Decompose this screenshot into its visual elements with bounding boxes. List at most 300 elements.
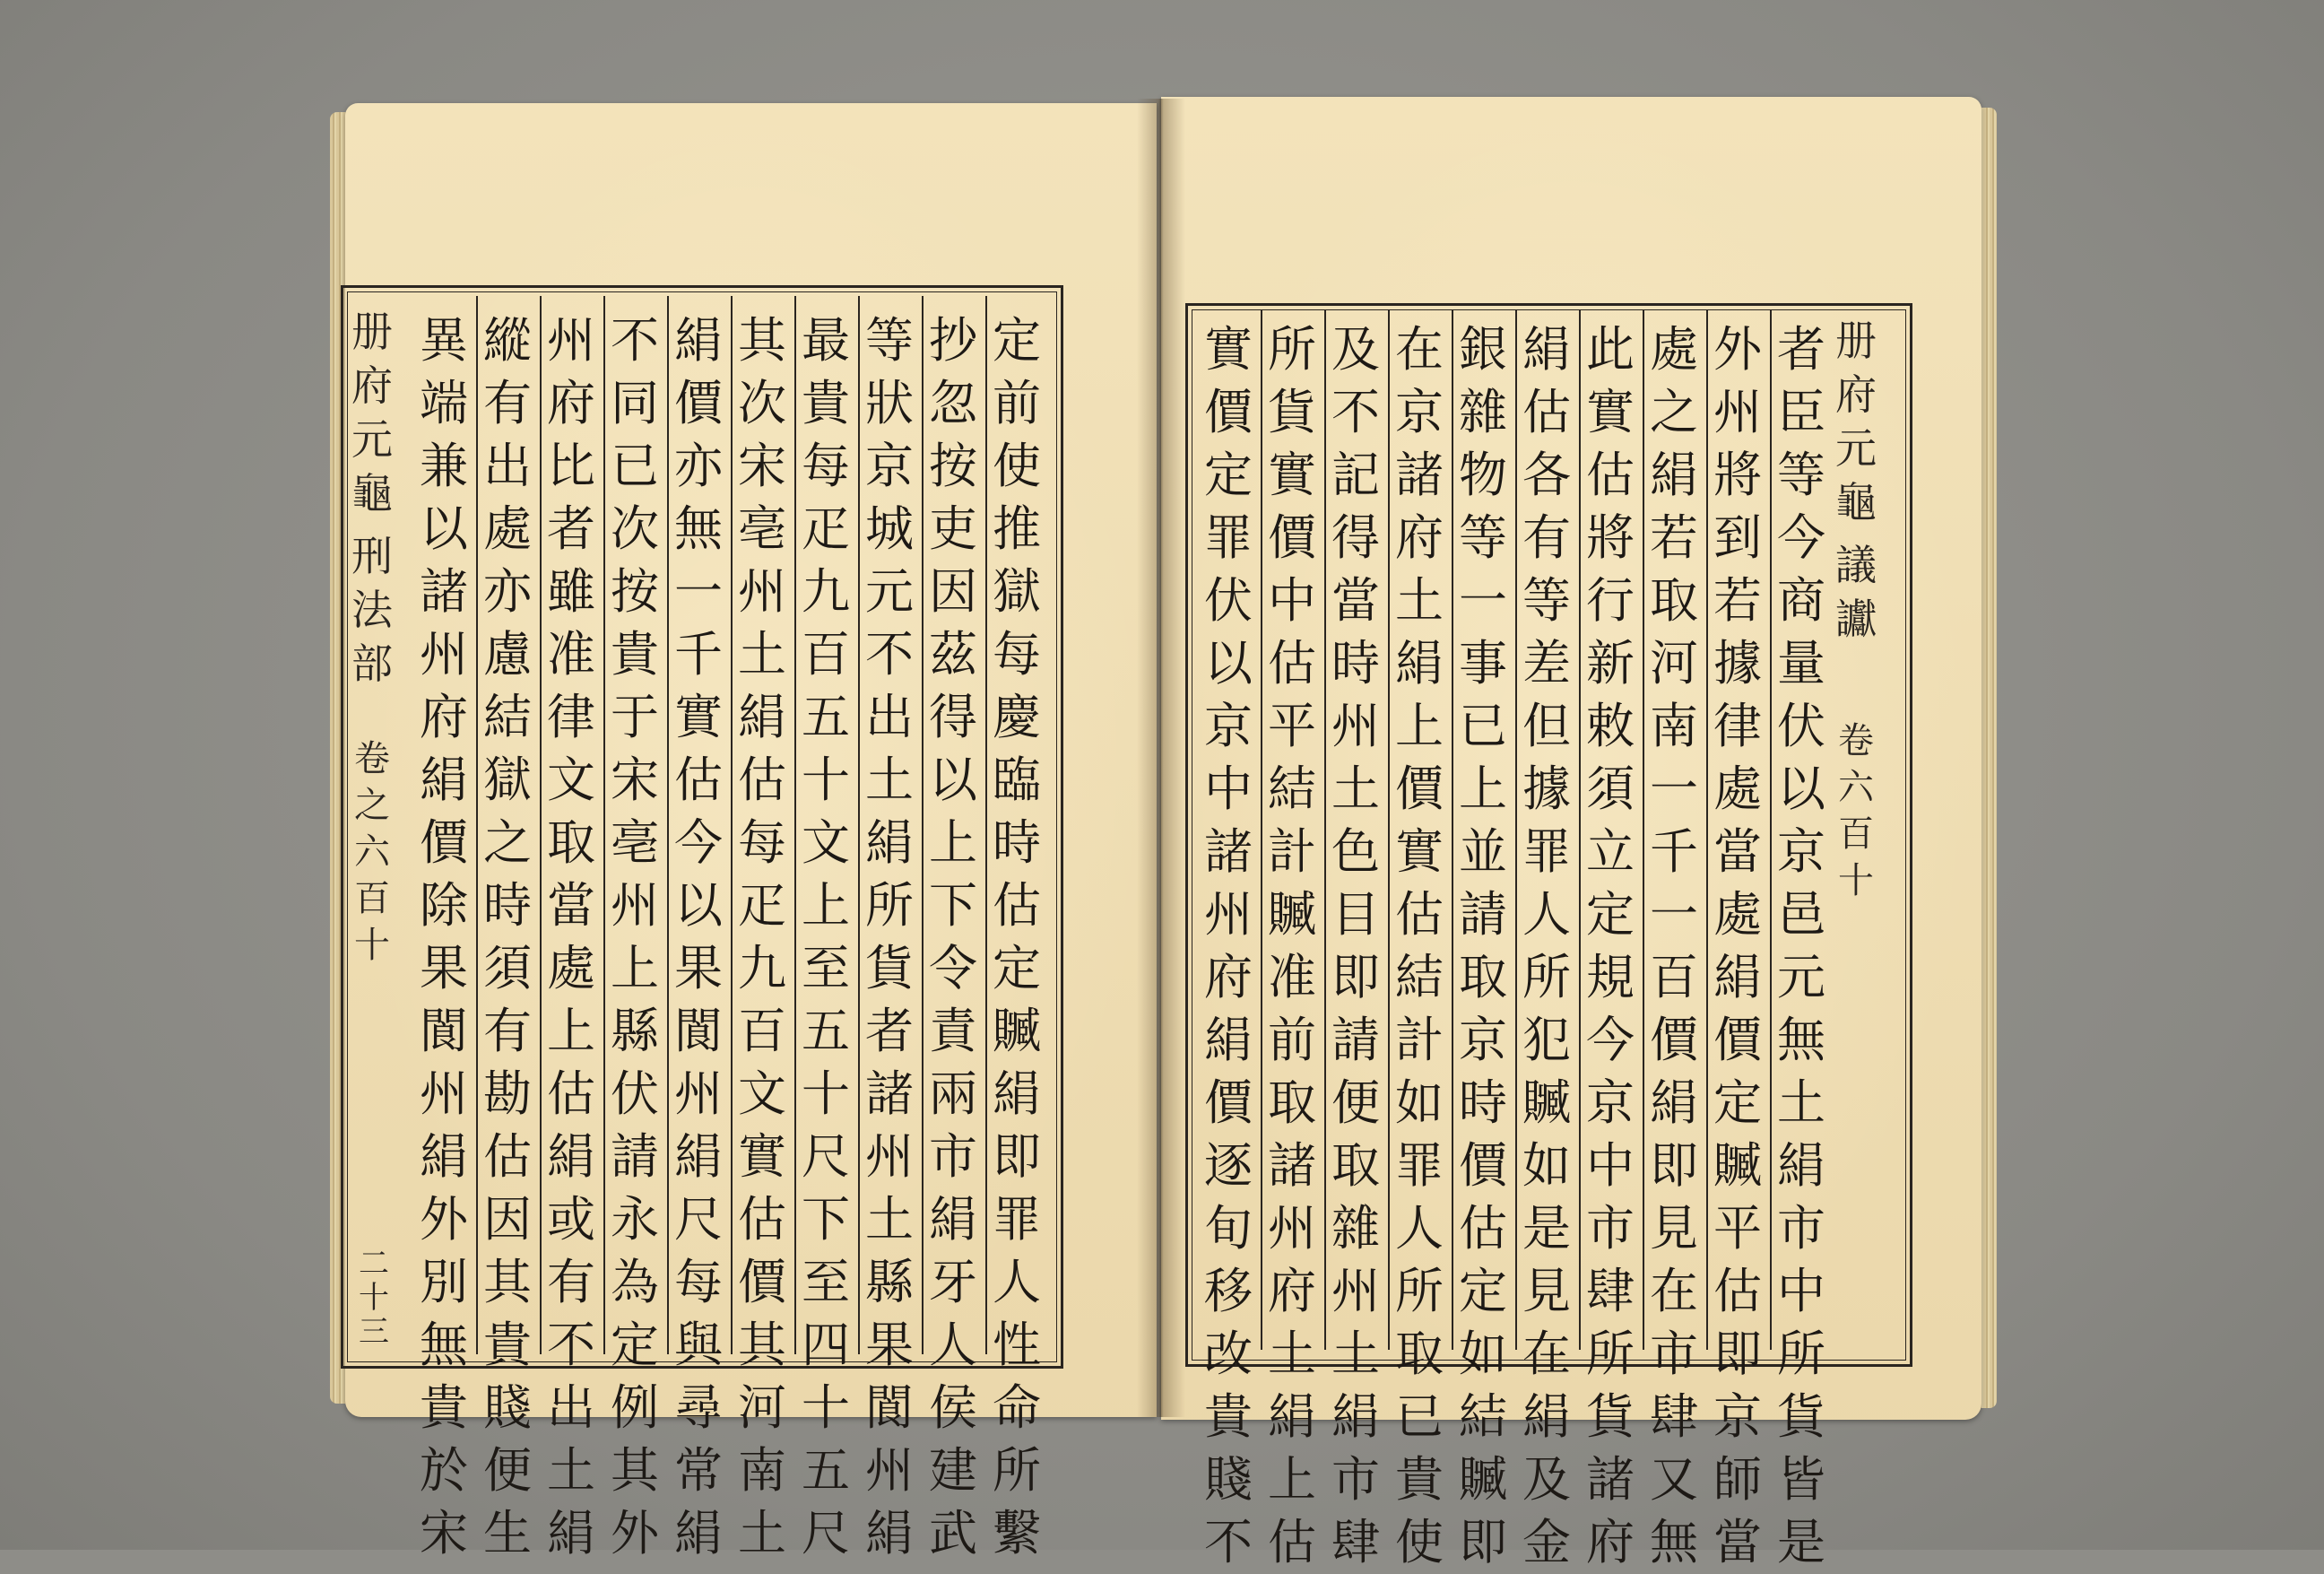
glyph: 絹 [1331, 1388, 1380, 1445]
glyph: 京 [1777, 823, 1825, 880]
glyph: 百 [802, 626, 850, 683]
glyph: 以 [1777, 761, 1825, 817]
glyph: 今 [674, 814, 723, 871]
glyph: 絹 [929, 1191, 977, 1248]
glyph: 府 [351, 361, 393, 410]
glyph: 亦 [674, 438, 723, 494]
glyph: 所 [993, 1442, 1041, 1499]
glyph: 實 [738, 1128, 786, 1185]
glyph: 土 [1331, 761, 1380, 817]
glyph: 十 [802, 752, 850, 808]
glyph: 宋 [611, 752, 659, 808]
glyph: 絹 [1268, 1388, 1316, 1445]
glyph: 賤 [1204, 1451, 1253, 1508]
glyph: 又 [1650, 1451, 1698, 1508]
glyph: 估 [738, 752, 786, 808]
glyph: 在 [1395, 321, 1444, 378]
glyph: 尺 [802, 1128, 850, 1185]
glyph: 即 [1459, 1514, 1507, 1570]
glyph: 有 [483, 1003, 532, 1059]
glyph: 貴 [1395, 1451, 1444, 1508]
column-rule [794, 296, 796, 1354]
glyph: 邑 [1777, 886, 1825, 943]
glyph: 絹 [865, 1505, 914, 1561]
glyph: 實 [1268, 447, 1316, 503]
glyph: 不 [611, 312, 659, 369]
glyph: 每 [738, 814, 786, 871]
glyph: 絹 [674, 1128, 723, 1185]
glyph: 人 [1522, 886, 1571, 943]
glyph: 出 [865, 689, 914, 745]
glyph: 者 [865, 1003, 914, 1059]
glyph: 責 [929, 1003, 977, 1059]
glyph: 處 [547, 940, 595, 996]
glyph: 處 [1650, 321, 1698, 378]
glyph: 價 [1650, 1012, 1698, 1068]
glyph: 有 [1522, 509, 1571, 566]
glyph: 府 [1835, 370, 1877, 419]
glyph: 有 [483, 375, 532, 431]
glyph: 議 [1835, 541, 1877, 589]
glyph: 果 [865, 1317, 914, 1373]
glyph: 諸 [1586, 1451, 1635, 1508]
glyph: 犯 [1522, 1012, 1571, 1068]
glyph: 量 [1777, 635, 1825, 691]
glyph: 千 [674, 626, 723, 683]
glyph: 差 [1522, 635, 1571, 691]
glyph: 今 [1586, 1012, 1635, 1068]
glyph: 牙 [929, 1254, 977, 1310]
glyph: 部 [351, 639, 393, 688]
left-column-3 [544, 309, 598, 1565]
right-column-4 [1392, 318, 1446, 1574]
glyph: 河 [1650, 635, 1698, 691]
glyph: 立 [1586, 823, 1635, 880]
glyph: 貨 [1268, 384, 1316, 440]
glyph: 若 [1713, 572, 1762, 629]
glyph: 百 [738, 1003, 786, 1059]
glyph: 伏 [1204, 572, 1253, 629]
glyph: 一 [1650, 761, 1698, 817]
glyph: 實 [1586, 384, 1635, 440]
glyph: 上 [1459, 761, 1507, 817]
glyph: 土 [865, 752, 914, 808]
glyph: 前 [993, 375, 1041, 431]
glyph: 州 [1331, 698, 1380, 754]
glyph: 慮 [483, 626, 532, 683]
glyph: 五 [802, 1442, 850, 1499]
glyph: 因 [483, 1191, 532, 1248]
glyph: 外 [1713, 321, 1762, 378]
glyph: 處 [483, 500, 532, 557]
glyph: 疋 [738, 877, 786, 934]
glyph: 律 [1713, 698, 1762, 754]
glyph: 結 [1268, 761, 1316, 817]
glyph: 以 [674, 877, 723, 934]
glyph: 即 [1713, 1326, 1762, 1382]
glyph: 尺 [674, 1191, 723, 1248]
glyph: 性 [993, 1317, 1041, 1373]
glyph: 三 [359, 1314, 389, 1350]
glyph: 估 [993, 877, 1041, 934]
glyph: 記 [1331, 447, 1380, 503]
glyph: 肆 [1331, 1514, 1380, 1570]
glyph: 取 [1459, 949, 1507, 1005]
column-rule [1706, 309, 1708, 1350]
glyph: 卷 [354, 738, 390, 779]
column-rule [1770, 309, 1772, 1350]
glyph: 當 [1331, 572, 1380, 629]
glyph: 請 [1331, 1012, 1380, 1068]
glyph: 使 [1395, 1514, 1444, 1570]
glyph: 定 [1713, 1074, 1762, 1131]
glyph: 實 [1204, 321, 1253, 378]
glyph: 例 [611, 1379, 659, 1436]
glyph: 前 [1268, 1012, 1316, 1068]
glyph: 取 [1650, 572, 1698, 629]
glyph: 絹 [674, 1505, 723, 1561]
glyph: 即 [993, 1128, 1041, 1185]
glyph: 兼 [420, 438, 468, 494]
glyph: 在 [1522, 1326, 1571, 1382]
glyph: 府 [1586, 1514, 1635, 1570]
glyph: 閬 [865, 1379, 914, 1436]
glyph: 或 [547, 1191, 595, 1248]
glyph: 貨 [1777, 1388, 1825, 1445]
glyph: 價 [1204, 384, 1253, 440]
glyph: 絹 [1713, 949, 1762, 1005]
glyph: 州 [738, 563, 786, 620]
glyph: 是 [1522, 1200, 1571, 1257]
column-rule [667, 296, 669, 1354]
glyph: 宋 [420, 1505, 468, 1561]
column-rule [1452, 309, 1453, 1350]
glyph: 計 [1395, 1012, 1444, 1068]
glyph: 卷 [1838, 720, 1874, 761]
glyph: 所 [1395, 1263, 1444, 1319]
glyph: 於 [420, 1442, 468, 1499]
glyph: 册 [351, 308, 393, 356]
glyph: 府 [1204, 949, 1253, 1005]
glyph: 估 [547, 1065, 595, 1122]
glyph: 府 [547, 375, 595, 431]
glyph: 定 [1586, 886, 1635, 943]
glyph: 南 [738, 1442, 786, 1499]
glyph: 絹 [420, 1128, 468, 1185]
glyph: 其 [738, 1317, 786, 1373]
glyph: 色 [1331, 823, 1380, 880]
glyph: 貨 [865, 940, 914, 996]
glyph: 移 [1204, 1263, 1253, 1319]
glyph: 上 [547, 1003, 595, 1059]
left-margin-title [345, 305, 399, 520]
glyph: 土 [1331, 1326, 1380, 1382]
glyph: 絹 [1650, 1074, 1698, 1131]
glyph: 平 [1268, 698, 1316, 754]
glyph: 雖 [547, 563, 595, 620]
glyph: 中 [1777, 1263, 1825, 1319]
glyph: 當 [1713, 1514, 1762, 1570]
glyph: 人 [1395, 1200, 1444, 1257]
glyph: 絹 [420, 752, 468, 808]
glyph: 請 [611, 1128, 659, 1185]
glyph: 取 [547, 814, 595, 871]
glyph: 至 [802, 940, 850, 996]
glyph: 價 [1713, 1012, 1762, 1068]
column-rule [1515, 309, 1517, 1350]
glyph: 便 [483, 1442, 532, 1499]
left-page-number [359, 1247, 389, 1349]
glyph: 龜 [1835, 478, 1877, 526]
glyph: 土 [1777, 1074, 1825, 1131]
glyph: 中 [1268, 572, 1316, 629]
glyph: 等 [1522, 572, 1571, 629]
glyph: 法 [351, 586, 393, 634]
right-column-2 [1265, 318, 1319, 1574]
glyph: 十 [802, 1379, 850, 1436]
glyph: 即 [1331, 949, 1380, 1005]
glyph: 當 [1713, 823, 1762, 880]
glyph: 文 [802, 814, 850, 871]
column-rule [731, 296, 733, 1354]
left-column-9 [926, 309, 980, 1565]
glyph: 市 [1331, 1451, 1380, 1508]
glyph: 敕 [1586, 698, 1635, 754]
glyph: 閬 [420, 1003, 468, 1059]
glyph: 土 [1268, 1326, 1316, 1382]
glyph: 州 [1268, 1200, 1316, 1257]
left-column-1 [417, 309, 471, 1565]
glyph: 五 [802, 689, 850, 745]
glyph: 見 [1650, 1200, 1698, 1257]
glyph: 同 [611, 375, 659, 431]
glyph: 所 [1522, 949, 1571, 1005]
glyph: 師 [1713, 1451, 1762, 1508]
glyph: 每 [993, 626, 1041, 683]
glyph: 計 [1268, 823, 1316, 880]
left-column-5 [672, 309, 725, 1565]
left-margin-volume [345, 735, 399, 969]
glyph: 准 [1268, 949, 1316, 1005]
glyph: 兩 [929, 1065, 977, 1122]
glyph: 絹 [1395, 635, 1444, 691]
glyph: 出 [547, 1379, 595, 1436]
glyph: 土 [865, 1191, 914, 1248]
glyph: 其 [738, 312, 786, 369]
column-rule [1388, 309, 1390, 1350]
glyph: 估 [674, 752, 723, 808]
glyph: 京 [1395, 384, 1444, 440]
glyph: 京 [1459, 1012, 1507, 1068]
glyph: 定 [611, 1317, 659, 1373]
column-rule [476, 296, 478, 1354]
glyph: 估 [1268, 635, 1316, 691]
glyph: 罪 [1395, 1137, 1444, 1194]
glyph: 實 [674, 689, 723, 745]
glyph: 若 [1650, 509, 1698, 566]
glyph: 五 [802, 1003, 850, 1059]
glyph: 貴 [1204, 1388, 1253, 1445]
glyph: 諸 [1268, 1137, 1316, 1194]
glyph: 比 [547, 438, 595, 494]
right-column-6 [1520, 318, 1574, 1574]
right-column-9 [1711, 318, 1765, 1574]
glyph: 定 [993, 940, 1041, 996]
column-rule [603, 296, 605, 1354]
glyph: 罪 [1522, 823, 1571, 880]
glyph: 所 [1586, 1326, 1635, 1382]
column-rule [1324, 309, 1326, 1350]
right-margin-title [1829, 314, 1883, 529]
left-column-10 [990, 309, 1044, 1565]
glyph: 元 [865, 563, 914, 620]
glyph: 絹 [1522, 321, 1571, 378]
glyph: 人 [929, 1317, 977, 1373]
glyph: 不 [865, 626, 914, 683]
glyph: 府 [1268, 1263, 1316, 1319]
glyph: 州 [420, 626, 468, 683]
glyph: 一 [674, 563, 723, 620]
glyph: 如 [1522, 1137, 1571, 1194]
glyph: 見 [1522, 1263, 1571, 1319]
glyph: 勘 [483, 1065, 532, 1122]
left-column-6 [735, 309, 789, 1565]
glyph: 得 [929, 689, 977, 745]
glyph: 者 [1777, 321, 1825, 378]
glyph: 時 [993, 814, 1041, 871]
glyph: 無 [1777, 1012, 1825, 1068]
glyph: 估 [1586, 447, 1635, 503]
glyph: 州 [674, 1065, 723, 1122]
glyph: 六 [1838, 767, 1874, 808]
glyph: 臣 [1777, 384, 1825, 440]
glyph: 州 [1713, 384, 1762, 440]
glyph: 獄 [993, 563, 1041, 620]
glyph: 如 [1459, 1326, 1507, 1382]
glyph: 因 [929, 563, 977, 620]
glyph: 册 [1835, 317, 1877, 365]
column-rule [1643, 309, 1644, 1350]
glyph: 結 [483, 689, 532, 745]
glyph: 據 [1522, 761, 1571, 817]
glyph: 府 [1395, 509, 1444, 566]
glyph: 上 [611, 940, 659, 996]
glyph: 亳 [738, 500, 786, 557]
glyph: 准 [547, 626, 595, 683]
glyph: 逐 [1204, 1137, 1253, 1194]
glyph: 估 [1459, 1200, 1507, 1257]
left-column-7 [799, 309, 853, 1565]
glyph: 行 [1586, 572, 1635, 629]
glyph: 別 [420, 1254, 468, 1310]
glyph: 貨 [1586, 1388, 1635, 1445]
glyph: 六 [354, 831, 390, 873]
glyph: 目 [1331, 886, 1380, 943]
glyph: 所 [865, 877, 914, 934]
glyph: 及 [1522, 1451, 1571, 1508]
left-margin-section [345, 529, 399, 691]
glyph: 絹 [1650, 447, 1698, 503]
glyph: 已 [1459, 698, 1507, 754]
glyph: 便 [1331, 1074, 1380, 1131]
glyph: 此 [1586, 321, 1635, 378]
glyph: 十 [359, 1280, 389, 1316]
column-rule [858, 296, 860, 1354]
glyph: 時 [1331, 635, 1380, 691]
left-column-8 [863, 309, 916, 1565]
glyph: 異 [420, 312, 468, 369]
column-rule [985, 296, 987, 1354]
glyph: 是 [1777, 1514, 1825, 1570]
glyph: 將 [1713, 447, 1762, 503]
glyph: 讞 [1835, 595, 1877, 643]
glyph: 伏 [1777, 698, 1825, 754]
glyph: 取 [1395, 1326, 1444, 1382]
glyph: 吏 [929, 500, 977, 557]
glyph: 中 [1204, 761, 1253, 817]
glyph: 百 [1838, 813, 1874, 855]
glyph: 無 [674, 500, 723, 557]
glyph: 定 [1459, 1263, 1507, 1319]
glyph: 十 [802, 1065, 850, 1122]
glyph: 至 [802, 1254, 850, 1310]
glyph: 絹 [1777, 1137, 1825, 1194]
glyph: 州 [420, 1065, 468, 1122]
glyph: 及 [1331, 321, 1380, 378]
glyph: 價 [1395, 761, 1444, 817]
glyph: 價 [1268, 509, 1316, 566]
left-column-2 [481, 309, 534, 1565]
glyph: 並 [1459, 823, 1507, 880]
glyph: 銀 [1459, 321, 1507, 378]
glyph: 外 [420, 1191, 468, 1248]
glyph: 州 [865, 1442, 914, 1499]
glyph: 平 [1713, 1200, 1762, 1257]
glyph: 河 [738, 1379, 786, 1436]
right-margin-volume [1829, 717, 1883, 904]
glyph: 其 [483, 1254, 532, 1310]
glyph: 宋 [738, 438, 786, 494]
glyph: 價 [420, 814, 468, 871]
glyph: 絹 [993, 1065, 1041, 1122]
glyph: 所 [1268, 321, 1316, 378]
glyph: 雜 [1459, 384, 1507, 440]
glyph: 文 [738, 1065, 786, 1122]
glyph: 罪 [993, 1191, 1041, 1248]
glyph: 肆 [1650, 1388, 1698, 1445]
glyph: 龜 [351, 469, 393, 517]
glyph: 州 [547, 312, 595, 369]
glyph: 端 [420, 375, 468, 431]
glyph: 已 [611, 438, 659, 494]
glyph: 閬 [674, 1003, 723, 1059]
book-gutter [1137, 99, 1185, 1417]
glyph: 絹 [674, 312, 723, 369]
glyph: 貴 [802, 375, 850, 431]
glyph: 茲 [929, 626, 977, 683]
glyph: 估 [483, 1128, 532, 1185]
glyph: 十 [1838, 860, 1874, 901]
glyph: 縱 [483, 312, 532, 369]
column-rule [540, 296, 542, 1354]
glyph: 元 [1835, 424, 1877, 473]
glyph: 亳 [611, 814, 659, 871]
glyph: 城 [865, 500, 914, 557]
glyph: 結 [1395, 949, 1444, 1005]
glyph: 一 [1650, 886, 1698, 943]
glyph: 次 [738, 375, 786, 431]
glyph: 元 [351, 415, 393, 464]
